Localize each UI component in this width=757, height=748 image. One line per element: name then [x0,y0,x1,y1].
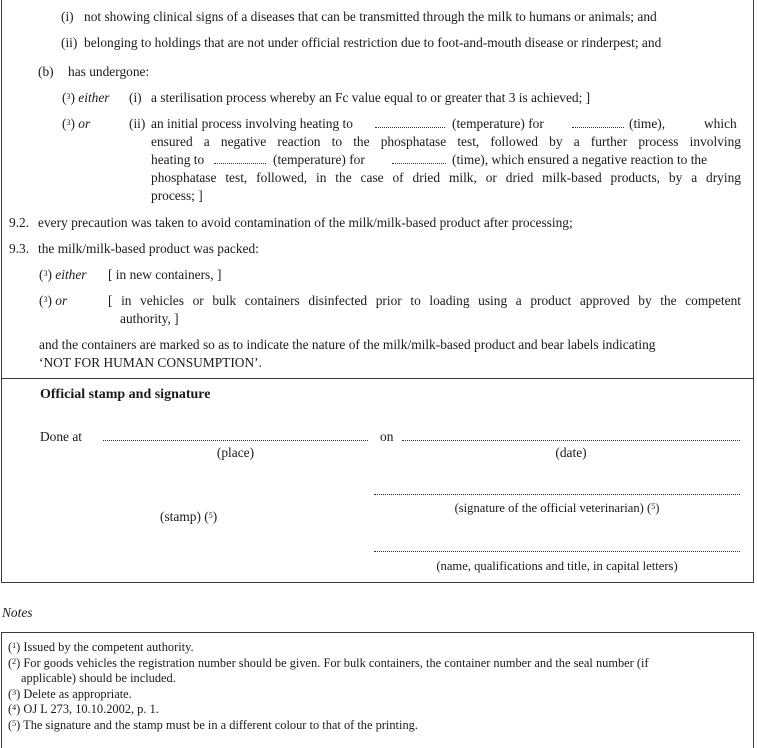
section-9-3-number: 9.3. [9,241,30,256]
option-ii-line3c: (time), which ensured a negative reaction to the [452,152,708,167]
note-sup: 2 [12,656,17,666]
pack-either-text: [ in new containers, ] [108,267,222,282]
option-ii-line1d: which [704,116,737,131]
or-word: or [55,293,68,308]
notes-list [8,640,748,734]
option-ii-line1b: (temperature) for [452,116,544,131]
item-i-number: (i) [61,9,74,24]
option-i-text: a sterilisation process whereby an Fc value equal to or greater that 3 is achieved; ] [151,90,591,105]
item-ii-text: belonging to holdings that are not under official restriction due to foot-and-mouth disease or rinderpest; and [84,35,662,50]
pack-or-line2: authority, ] [120,311,179,326]
stamp-label: (stamp) ($^5$) [160,509,218,524]
note-item: ($^5$) The signature and the stamp must be in a different colour to that of the printing. [8,717,418,732]
name-fill-line [374,551,740,552]
official-heading: Official stamp and signature [40,387,211,402]
option-ii-line2: ensured a negative reaction to the phosphatase test, followed by a further process involving [151,134,741,149]
or-word: or [78,116,91,131]
stamp-text: (stamp) [160,509,201,524]
either-word: either [55,267,87,282]
note-sup: 5 [12,718,17,728]
note-item: ($^2$) For goods vehicles the registration number should be given. For bulk containers, the container number and the seal number (if [8,655,649,670]
time-fill-line [572,127,624,128]
date-caption: (date) [555,445,587,460]
notes-title: Notes [2,605,33,620]
temperature-fill-line [375,127,445,128]
signature-fill-line [374,494,740,495]
option-ii-line1a: an initial process involving heating to [151,116,353,131]
place-fill-line [103,440,368,441]
note-item: ($^3$) Delete as appropriate. [8,686,132,701]
note-item: ($^1$) Issued by the competent authority. [8,640,194,654]
certificate-frame [1,0,754,583]
option-ii-line5: process; ] [151,188,203,203]
section-divider [1,378,754,379]
place-caption: (place) [216,445,255,460]
pack-either-marker: ($^3$) either [39,267,87,282]
note-text: For goods vehicles the registration number should be given. For bulk containers, the container number and the seal number (if [23,655,649,670]
note-item: ($^4$) OJ L 273, 10.10.2002, p. 1. [8,702,159,717]
note-sup: 3 [12,687,17,697]
section-9-2-text: every precaution was taken to avoid contamination of the milk/milk-based product after processing; [38,215,573,230]
footnote-ref: 3 [43,295,48,304]
note-text: The signature and the stamp must be in a different colour to that of the printing. [23,717,418,732]
option-ii-line4: phosphatase test, followed, in the case of dried milk, or dried milk-based products, by a drying [151,170,741,185]
option-i-number: (i) [129,90,142,105]
item-ii-number: (ii) [61,35,78,50]
footnote-ref: 3 [66,118,71,127]
or-marker: ($^3$) or [62,116,91,131]
done-at-label: Done at [40,429,83,444]
note-text: Delete as appropriate. [23,686,132,701]
item-i-text: not showing clinical signs of a diseases that can be transmitted through the milk to humans or animals; and [84,9,657,24]
section-9-2-number: 9.2. [9,215,30,230]
time-fill-line-2 [392,163,446,164]
date-fill-line [402,440,740,441]
either-marker: ($^3$) either [62,90,110,105]
note-text: Issued by the competent authority. [23,640,194,654]
on-label: on [380,429,394,444]
note-text: OJ L 273, 10.10.2002, p. 1. [23,702,159,717]
marked-line1: and the containers are marked so as to indicate the nature of the milk/milk-based product and bear labels indicating [39,337,656,352]
signature-caption: (signature of the official veterinarian) ($^5$) [454,501,660,515]
name-caption: (name, qualifications and title, in capital letters) [436,559,678,573]
pack-or-marker: ($^3$) or [39,293,68,308]
temperature-fill-line-2 [214,163,266,164]
footnote-ref: 5 [651,502,656,511]
section-9-3-text: the milk/milk-based product was packed: [38,241,259,256]
note-sup: 1 [12,641,17,650]
footnote-ref: 3 [43,269,48,278]
option-ii-number: (ii) [129,116,146,131]
pack-or-line1: [ in vehicles or bulk containers disinfected prior to loading using a product approved by the competent [108,293,741,308]
either-word: either [78,90,110,105]
note-item [8,671,748,687]
footnote-ref: 5 [208,511,213,520]
signature-text: (signature of the official veterinarian) [454,501,644,515]
note-text: applicable) should be included. [21,671,176,686]
option-ii-line1c: (time), [629,116,666,131]
marked-line2: ‘NOT FOR HUMAN CONSUMPTION’. [39,355,262,370]
item-b-number: (b) [38,64,54,79]
option-ii-line3b: (temperature) for [273,152,365,167]
option-ii-line3a: heating to [151,152,205,167]
item-b-text: has undergone: [68,64,150,79]
note-sup: 4 [12,703,17,713]
footnote-ref: 3 [66,92,71,101]
